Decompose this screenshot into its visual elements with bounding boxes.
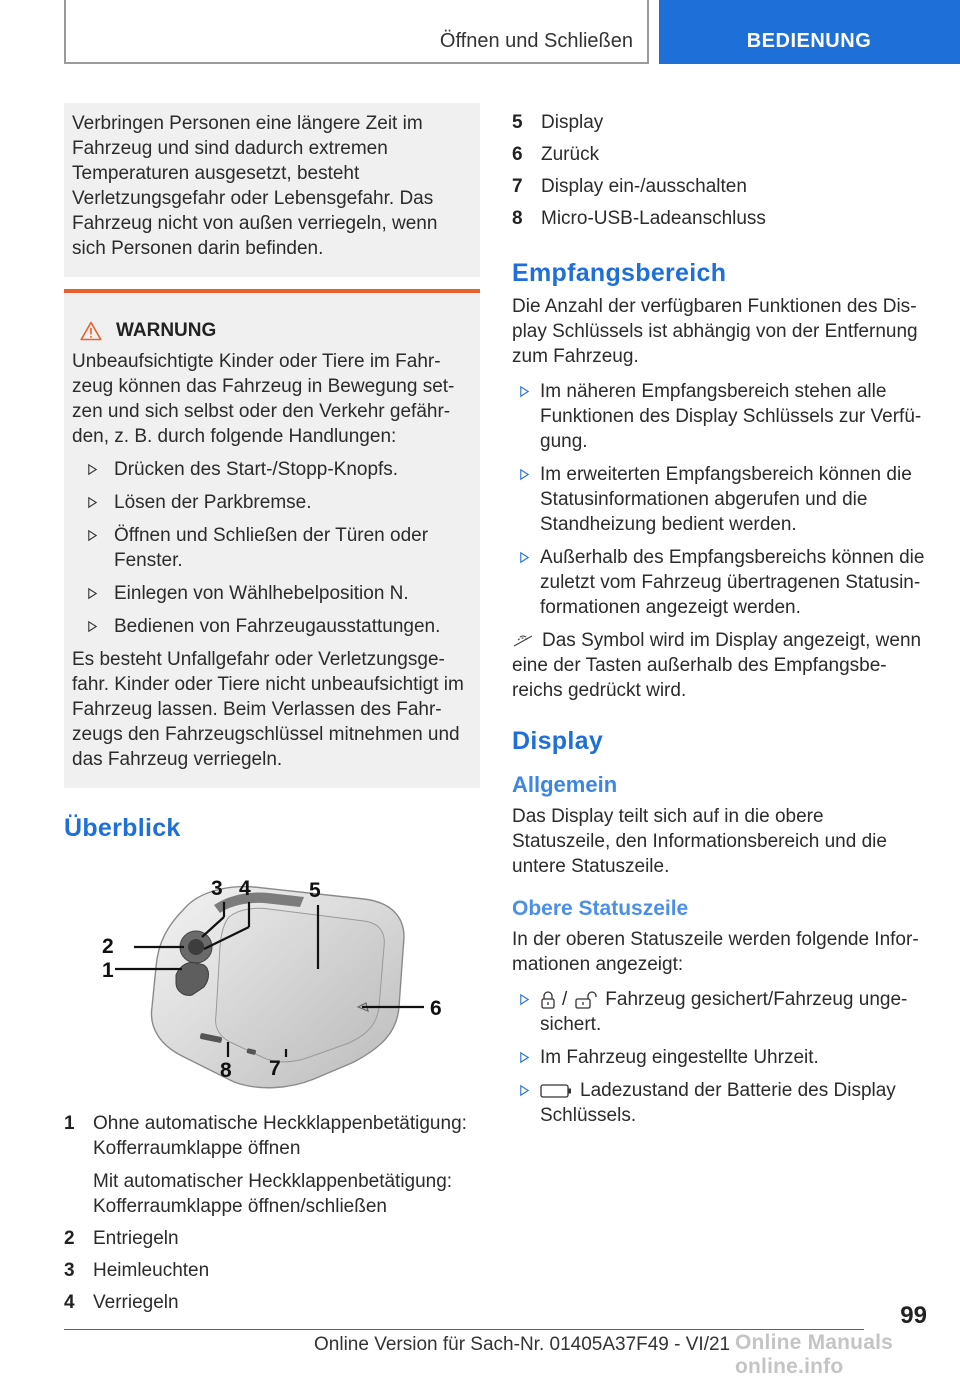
lock-separator: / xyxy=(562,989,568,1010)
chapter-title: Öffnen und Schließen xyxy=(439,30,633,52)
range-heading: Empfangsbereich xyxy=(512,259,727,287)
range-text: Die Anzahl der verfügbaren Funktionen des Display Schlüssels ist abhängig von der Entfernung zum Fahrzeug. xyxy=(512,296,918,367)
warning-footer-text: Es besteht Unfallgefahr oder Verletzungsgefahr. Kinder oder Tiere nicht unbeaufsichtigt im Fahrzeug lassen. Beim Verlassen des Fahrzeugs den Fahrzeugschlüssel mitnehmen und das Fahrzeug verriegeln. xyxy=(72,649,464,770)
warning-title: WARNUNG xyxy=(116,320,217,341)
list-item: 1 Ohne automatische Heckklappenbetätigung: Kofferraumklappe öffnen xyxy=(64,1113,467,1159)
general-heading: Allgemein xyxy=(512,772,618,797)
list-item: Drücken des Start-/Stopp-Knopfs. xyxy=(72,457,472,482)
overview-list-left xyxy=(64,1111,480,1315)
range-list xyxy=(512,379,927,620)
page-number: 99 xyxy=(900,1302,927,1329)
list-item: Außerhalb des Empfangsbereichs können die zuletzt vom Fahrzeug übertragenen Statusinformationen angezeigt werden. xyxy=(512,545,927,620)
intro-text: Verbringen Personen eine längere Zeit im Fahrzeug und sind dadurch extremen Temperaturen ausgesetzt, besteht Verletzungsgefahr oder Lebensgefahr. Das Fahrzeug nicht von außen verriegeln, wenn sich Personen darin befinden. xyxy=(72,113,438,259)
footer-version-text: Online Version für Sach-Nr. 01405A37F49 - VI/21 xyxy=(314,1334,731,1355)
list-item: 5 Display xyxy=(512,112,604,133)
left-column xyxy=(64,103,480,1315)
list-item: Im näheren Empfangsbereich stehen alle Funktionen des Display Schlüssels zur Verfügung. xyxy=(512,379,927,454)
general-text: Das Display teilt sich auf in die obere Statuszeile, den Informationsbereich und die untere Statuszeile. xyxy=(512,806,887,877)
warning-box xyxy=(64,289,480,788)
warning-list xyxy=(72,457,472,639)
list-item: Im Fahrzeug eingestellte Uhrzeit. xyxy=(512,1045,927,1070)
watermark: Online Manuals online.info xyxy=(735,1331,893,1378)
callout-6: 6 xyxy=(430,997,442,1020)
status-list xyxy=(512,987,927,1128)
bullet-triangle-icon xyxy=(512,545,540,563)
bullet-triangle-icon xyxy=(80,581,114,599)
battery-icon xyxy=(540,1083,572,1099)
list-item: / Fahrzeug gesichert/Fahrzeug ungesichert. xyxy=(512,987,927,1037)
callout-2: 2 xyxy=(102,935,114,958)
warning-text: Unbeaufsichtigte Kinder oder Tiere im Fahrzeug können das Fahrzeug in Bewegung setzen und sich selbst oder den Verkehr gefährden, z. B. durch folgende Handlungen: xyxy=(72,351,455,447)
footer-divider xyxy=(64,1329,864,1330)
overview-list-right xyxy=(512,110,927,231)
section-label: BEDIENUNG xyxy=(746,30,872,52)
lock-closed-icon xyxy=(540,990,556,1010)
right-column xyxy=(512,110,927,1128)
bullet-triangle-icon xyxy=(512,987,540,1005)
list-item: 4 Verriegeln xyxy=(64,1292,179,1313)
bullet-triangle-icon xyxy=(512,379,540,397)
list-item: 2 Entriegeln xyxy=(64,1228,179,1249)
section-tab[interactable] xyxy=(659,0,960,64)
symbol-paragraph: Das Symbol wird im Display angezeigt, wenn eine der Tasten außerhalb des Empfangsbereichs gedrückt wird. xyxy=(512,630,922,701)
callout-5: 5 xyxy=(309,879,321,902)
callout-8: 8 xyxy=(220,1059,232,1082)
bullet-triangle-icon xyxy=(512,1078,540,1096)
display-heading: Display xyxy=(512,727,604,755)
bullet-triangle-icon xyxy=(80,614,114,632)
list-item: Lösen der Parkbremse. xyxy=(72,490,472,515)
list-item: 8 Micro-USB-Ladeanschluss xyxy=(512,208,766,229)
list-item: Im erweiterten Empfangsbereich können die Statusinformationen abgerufen und die Standheizung bedient werden. xyxy=(512,462,927,537)
list-item: 3 Heimleuchten xyxy=(64,1260,210,1281)
warning-header xyxy=(72,319,472,343)
bullet-triangle-icon xyxy=(80,457,114,475)
display-key-figure xyxy=(64,857,480,1095)
bullet-triangle-icon xyxy=(512,462,540,480)
status-text: In der oberen Statuszeile werden folgende Informationen angezeigt: xyxy=(512,929,919,975)
list-item-extra: Mit automatischer Heckklappenbetätigung: Kofferraumklappe öffnen/schließen xyxy=(93,1171,453,1217)
lock-open-icon xyxy=(573,990,599,1010)
bullet-triangle-icon xyxy=(512,1045,540,1063)
list-item: Bedienen von Fahrzeugausstattungen. xyxy=(72,614,472,639)
callout-7: 7 xyxy=(269,1057,281,1080)
header-title-box xyxy=(64,0,649,64)
callout-1: 1 xyxy=(102,959,114,982)
callout-3: 3 xyxy=(211,877,223,900)
overview-heading: Überblick xyxy=(64,814,181,842)
list-item: Öffnen und Schließen der Türen oder Fenster. xyxy=(72,523,472,573)
callout-4: 4 xyxy=(239,877,251,900)
list-item: 6 Zurück xyxy=(512,144,600,165)
warning-triangle-icon xyxy=(80,321,102,341)
list-item: Ladezustand der Batterie des Display Schlüssels. xyxy=(512,1078,927,1128)
bullet-triangle-icon xyxy=(80,523,114,541)
status-heading: Obere Statuszeile xyxy=(512,897,689,920)
intro-note-box xyxy=(64,103,480,277)
list-item: Einlegen von Wählhebelposition N. xyxy=(72,581,472,606)
out-of-range-signal-icon xyxy=(512,634,534,648)
list-item: 7 Display ein-/ausschalten xyxy=(512,176,747,197)
bullet-triangle-icon xyxy=(80,490,114,508)
